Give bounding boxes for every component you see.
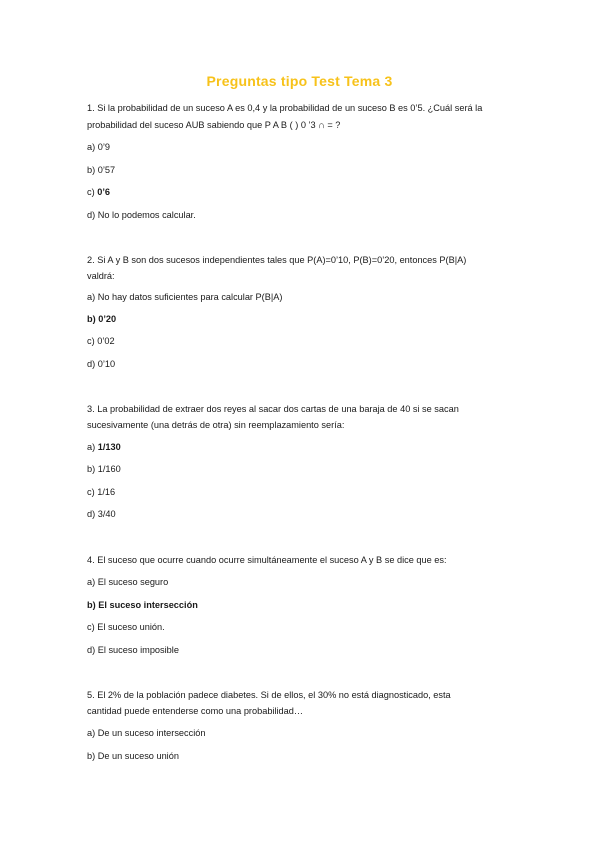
question-2-option-c	[87, 335, 115, 347]
option-prefix: c)	[87, 187, 98, 197]
option-text: El suceso imposible	[97, 645, 179, 655]
option-text-correct: 0’6	[97, 187, 110, 197]
option-prefix: a)	[87, 142, 98, 152]
option-text-correct: 1/130	[97, 442, 121, 452]
option-prefix: a)	[87, 292, 98, 302]
question-1-option-a	[87, 141, 110, 153]
question-3-option-c	[87, 486, 115, 498]
option-prefix: b)	[87, 464, 98, 474]
option-prefix: c)	[87, 487, 98, 497]
option-prefix: b)	[87, 165, 98, 175]
question-2-text-line-1: 2. Si A y B son dos sucesos independientes tales que P(A)=0’10, P(B)=0’20, entonces P(B|A)	[87, 255, 467, 265]
option-text: 0’57	[97, 165, 116, 175]
option-text: 1/160	[97, 464, 121, 474]
option-text-correct: El suceso intersección	[98, 600, 198, 610]
option-prefix: d)	[87, 359, 98, 369]
option-text: 0’10	[97, 359, 116, 369]
option-prefix: a)	[87, 577, 98, 587]
question-5-option-b	[87, 750, 179, 762]
option-prefix: d)	[87, 509, 98, 519]
option-text: El suceso unión.	[97, 622, 165, 632]
question-1-text-line-1: 1. Si la probabilidad de un suceso A es 0,4 y la probabilidad de un suceso B es 0’5. ¿Cuál será la	[87, 103, 483, 113]
question-3-option-b	[87, 463, 121, 475]
question-4-text-line-1: 4. El suceso que ocurre cuando ocurre simultáneamente el suceso A y B se dice que es:	[87, 555, 447, 565]
option-prefix: b)	[87, 600, 99, 610]
option-text: 0’02	[97, 336, 115, 346]
question-5-option-a	[87, 727, 206, 739]
question-4-option-a	[87, 576, 168, 588]
option-prefix: b)	[87, 314, 99, 324]
question-2-option-d	[87, 358, 115, 370]
question-4-option-b	[87, 599, 198, 611]
question-3-text-line-1: 3. La probabilidad de extraer dos reyes al sacar dos cartas de una baraja de 40 si se sacan	[87, 404, 459, 414]
question-1-text-line-2: probabilidad del suceso AUB sabiendo que P A B ( ) 0 ’3 ∩ = ?	[87, 120, 341, 130]
question-1-option-b	[87, 164, 115, 176]
option-text: No lo podemos calcular.	[97, 210, 196, 220]
option-prefix: a)	[87, 442, 98, 452]
option-prefix: d)	[87, 645, 98, 655]
question-1-option-c	[87, 186, 110, 198]
option-prefix: d)	[87, 210, 98, 220]
question-3-option-a	[87, 441, 121, 453]
option-prefix: c)	[87, 622, 98, 632]
option-text: De un suceso intersección	[97, 728, 206, 738]
option-text: 1/16	[97, 487, 116, 497]
option-prefix: a)	[87, 728, 98, 738]
option-text: De un suceso unión	[97, 751, 179, 761]
option-prefix: c)	[87, 336, 98, 346]
question-1-option-d	[87, 209, 196, 221]
question-4-option-c	[87, 621, 165, 633]
option-text: No hay datos suficientes para calcular P(B|A)	[97, 292, 283, 302]
question-3-option-d	[87, 508, 116, 520]
option-text: 3/40	[97, 509, 116, 519]
question-4-option-d	[87, 644, 179, 656]
option-prefix: b)	[87, 751, 98, 761]
question-2-option-a	[87, 291, 282, 303]
option-text-correct: 0’20	[98, 314, 117, 324]
question-2-text-line-2: valdrá:	[87, 271, 115, 281]
option-text: El suceso seguro	[97, 577, 169, 587]
question-3-text-line-2: sucesivamente (una detrás de otra) sin reemplazamiento sería:	[87, 420, 345, 430]
question-5-text-line-1: 5. El 2% de la población padece diabetes. Si de ellos, el 30% no está diagnosticado, esta	[87, 690, 451, 700]
option-text: 0’9	[97, 142, 110, 152]
question-2-option-b	[87, 313, 116, 325]
document-title: Preguntas tipo Test Tema 3	[206, 73, 393, 89]
question-5-text-line-2: cantidad puede entenderse como una probabilidad…	[87, 706, 304, 716]
